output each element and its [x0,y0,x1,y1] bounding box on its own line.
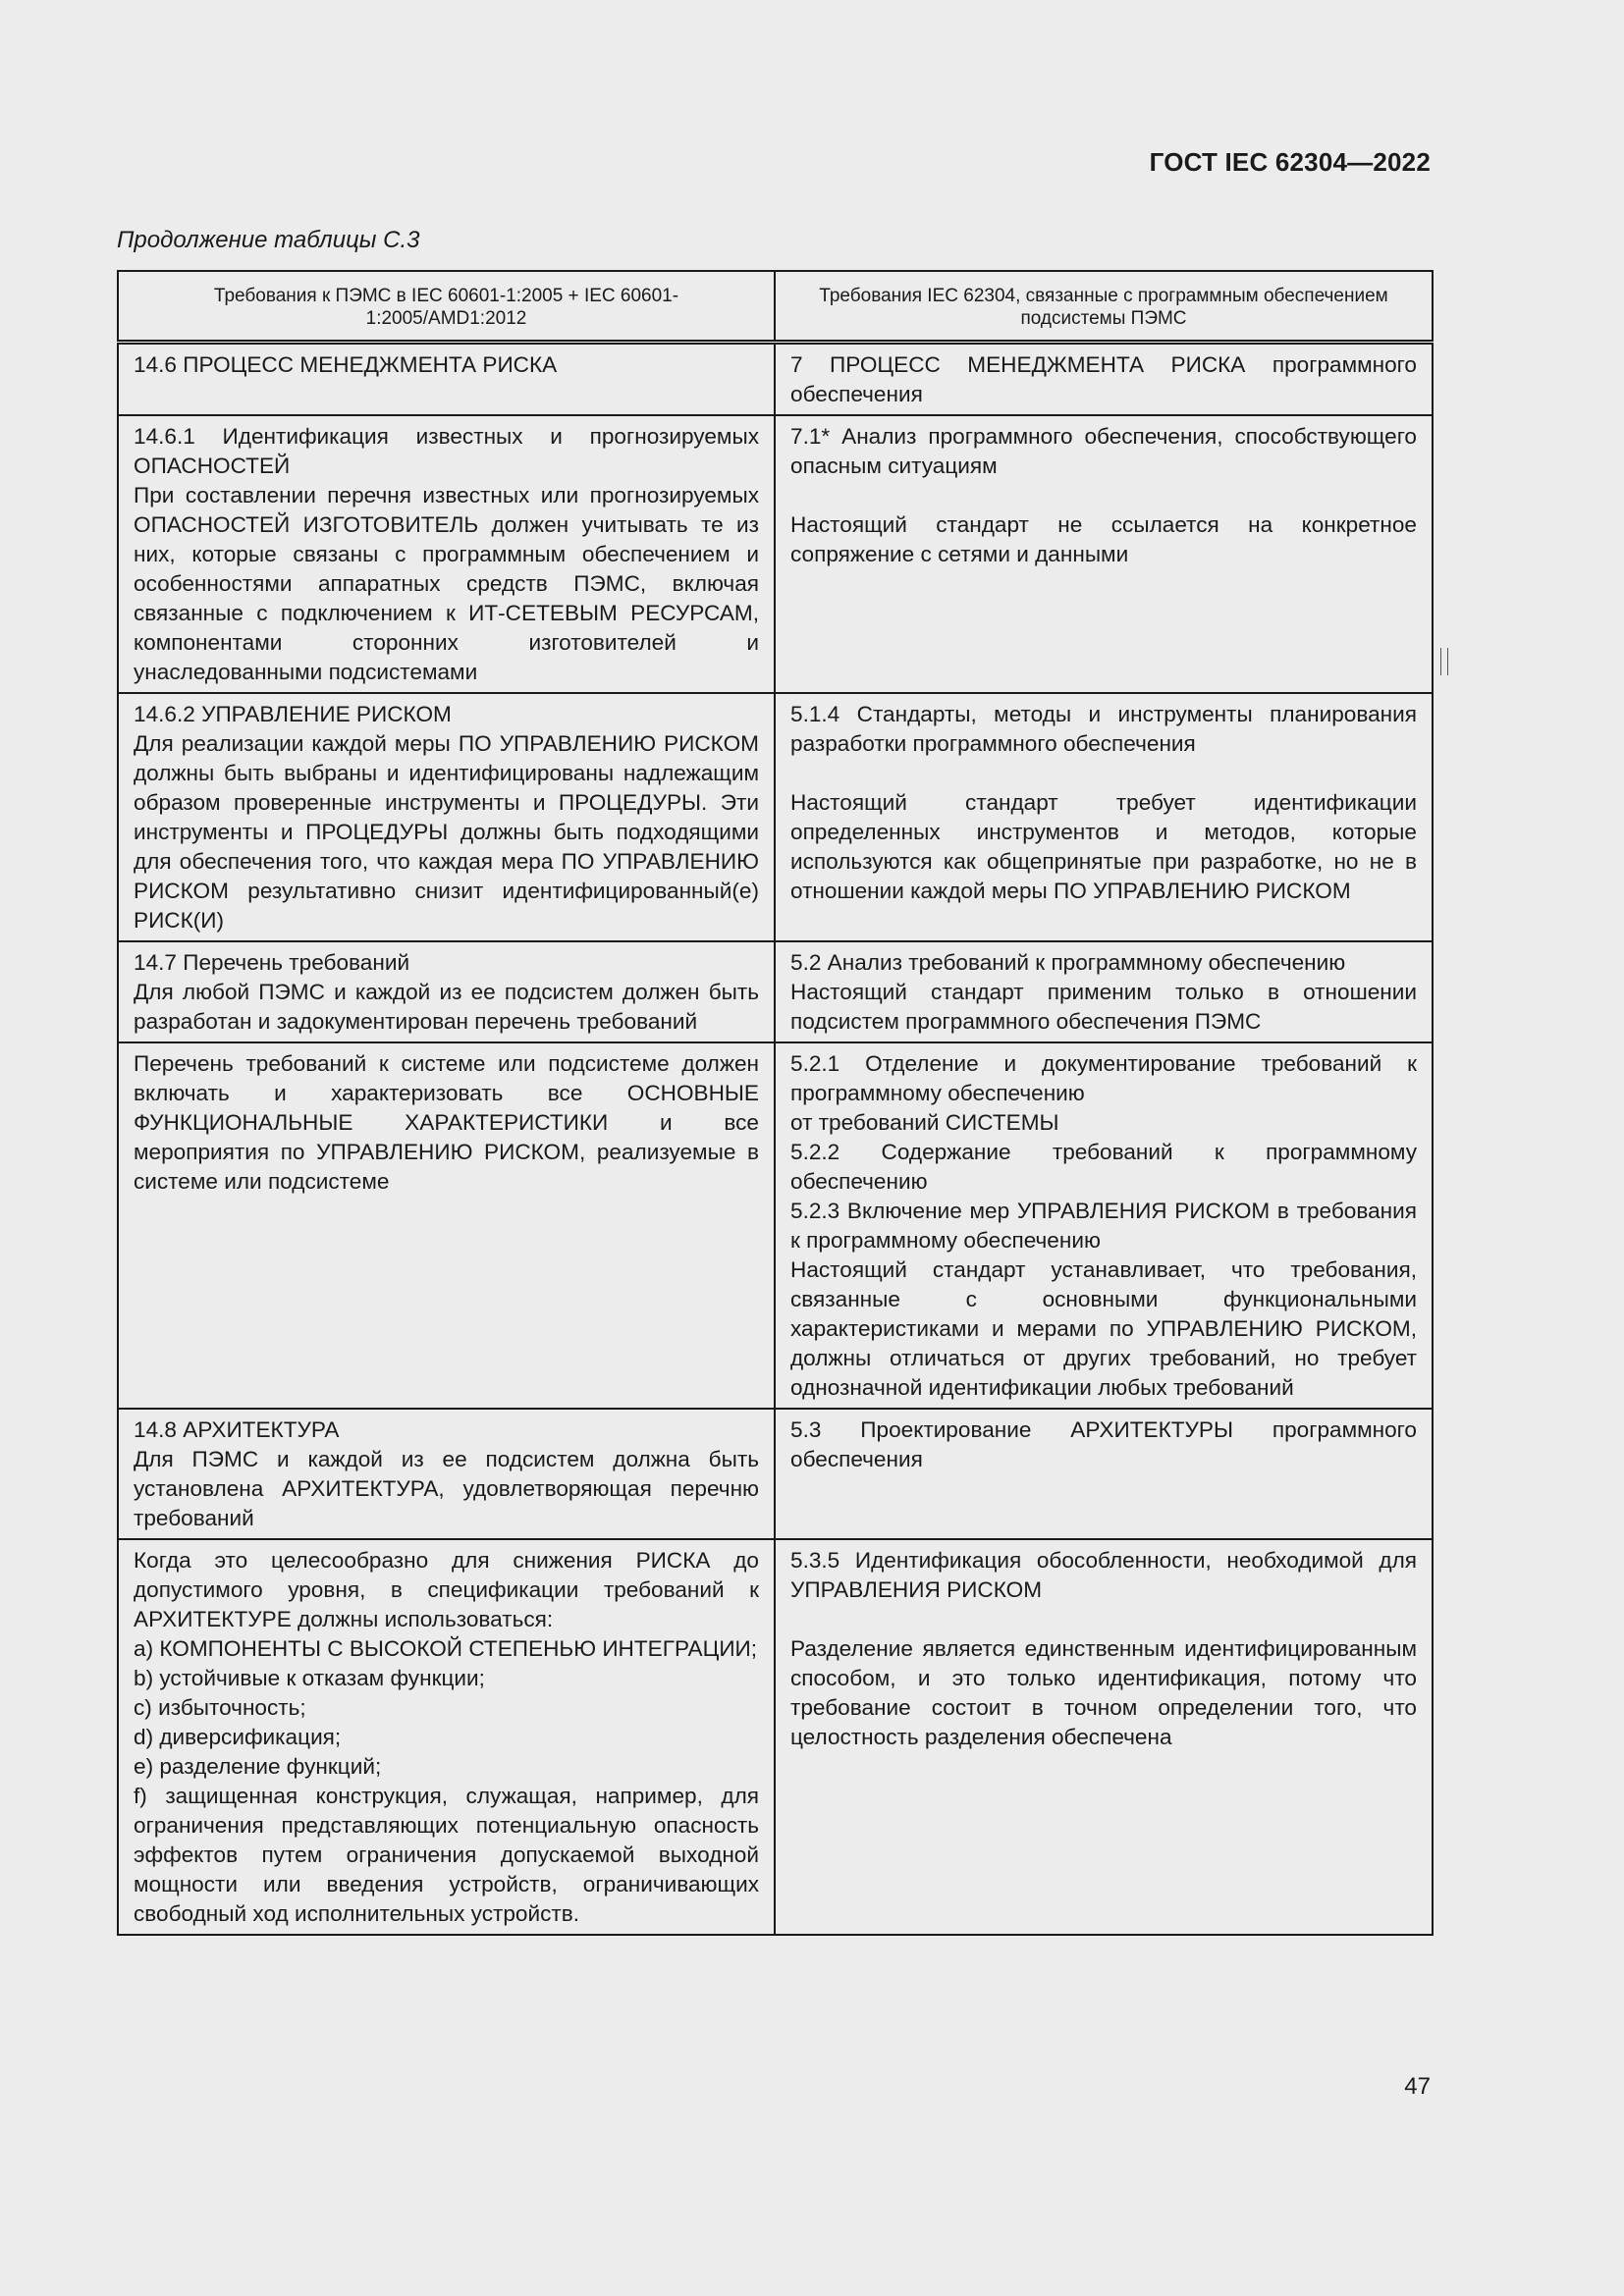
cell-iec60601-requirement [118,941,775,1042]
cell-iec62304-requirement [775,1042,1433,1409]
cell-paragraph: Настоящий стандарт применим только в отношении подсистем программного обеспечения ПЭМС [790,980,1417,1034]
cell-paragraph: d) диверсификация; [134,1725,342,1749]
cell-paragraph: 14.7 Перечень требований [134,950,410,975]
cell-iec60601-requirement [118,1409,775,1539]
page-number: 47 [1404,2073,1431,2100]
cell-paragraph: 5.3 Проектирование АРХИТЕКТУРЫ программного обеспечения [790,1417,1417,1471]
table-caption: Продолжение таблицы С.3 [117,227,420,253]
cell-paragraph: 5.2.1 Отделение и документирование требований к программному обеспечению [790,1051,1417,1105]
column-header-line: IEC 60601-1:2005/AMD1:2012 [365,286,679,329]
cell-paragraph: Настоящий стандарт требует идентификации определенных инструментов и методов, которые используются как общепринятые при разработке, но не в отношении каждой меры ПО УПРАВЛЕНИЮ РИСКОМ [790,790,1417,903]
table-row [118,693,1433,941]
cell-iec60601-requirement [118,1539,775,1935]
column-header-iec60601 [118,271,775,343]
table-body [118,343,1433,1936]
cell-paragraph: 7 ПРОЦЕСС МЕНЕДЖМЕНТА РИСКА программного обеспечения [790,352,1417,406]
column-header-line: Требования IEC 62304, связанные с программным [819,286,1259,306]
cell-paragraph: 5.2 Анализ требований к программному обеспечению [790,950,1346,975]
cell-paragraph: 14.6.2 УПРАВЛЕНИЕ РИСКОМ [134,702,452,726]
paragraph-gap [790,759,1417,788]
cell-paragraph: 14.6 ПРОЦЕСС МЕНЕДЖМЕНТА РИСКА [134,352,558,377]
cell-paragraph: a) КОМПОНЕНТЫ С ВЫСОКОЙ СТЕПЕНЬЮ ИНТЕГРАЦИИ; [134,1636,758,1661]
cell-paragraph: При составлении перечня известных или прогнозируемых ОПАСНОСТЕЙ ИЗГОТОВИТЕЛЬ должен учитывать те из них, которые связаны с программным обеспечением и особенностями аппаратных средств ПЭМС, включая связанные с подключением к ИТ-СЕТЕВЫМ РЕСУРСАМ, компонентами сторонних изготовителей и унаследованными подсистемами [134,483,759,684]
table-header-row [118,271,1433,343]
table-row [118,941,1433,1042]
cell-paragraph: Для любой ПЭМС и каждой из ее подсистем должен быть разработан и задокументирован перечень требований [134,980,759,1034]
cell-iec60601-requirement [118,1042,775,1409]
cell-paragraph: Перечень требований к системе или подсистеме должен включать и характеризовать все ОСНОВНЫЕ ФУНКЦИОНАЛЬНЫЕ ХАРАКТЕРИСТИКИ и все мероприятия по УПРАВЛЕНИЮ РИСКОМ, реализуемые в системе или подсистеме [134,1051,759,1194]
cell-paragraph: e) разделение функций; [134,1754,382,1779]
column-header-line: Требования к ПЭМС в IEC 60601-1:2005 + [213,286,579,306]
cell-paragraph: 5.3.5 Идентификация обособленности, необходимой для УПРАВЛЕНИЯ РИСКОМ [790,1548,1417,1602]
cell-paragraph: Когда это целесообразно для снижения РИСКА до допустимого уровня, в спецификации требований к АРХИТЕКТУРЕ должны использоваться: [134,1548,759,1631]
cell-iec62304-requirement [775,415,1433,693]
cell-paragraph: c) избыточность; [134,1695,306,1720]
cell-iec62304-requirement [775,693,1433,941]
cell-paragraph: 14.8 АРХИТЕКТУРА [134,1417,340,1442]
table-row [118,415,1433,693]
cell-paragraph: 7.1* Анализ программного обеспечения, способствующего опасным ситуациям [790,424,1417,478]
cell-iec62304-requirement [775,1409,1433,1539]
cell-paragraph: f) защищенная конструкция, служащая, например, для ограничения представляющих потенциальную опасность эффектов путем ограничения допускаемой выходной мощности или введения устройств, ограничивающих свободный ход исполнительных устройств. [134,1784,759,1926]
cell-paragraph: Настоящий стандарт не ссылается на конкретное сопряжение с сетями и данными [790,512,1417,566]
revision-margin-mark [1440,648,1448,675]
document-id-header: ГОСТ IEC 62304—2022 [1149,147,1431,177]
cell-paragraph: Для ПЭМС и каждой из ее подсистем должна быть установлена АРХИТЕКТУРА, удовлетворяющая перечню требований [134,1447,759,1530]
cell-iec62304-requirement [775,1539,1433,1935]
cell-paragraph: 5.2.3 Включение мер УПРАВЛЕНИЯ РИСКОМ в требования к программному обеспечению [790,1199,1417,1253]
requirements-table [117,270,1432,1936]
paragraph-gap [790,1605,1417,1634]
paragraph-gap [790,481,1417,510]
cell-paragraph: b) устойчивые к отказам функции; [134,1666,485,1690]
cell-paragraph: 14.6.1 Идентификация известных и прогнозируемых ОПАСНОСТЕЙ [134,424,759,478]
column-header-iec62304 [775,271,1433,343]
cell-paragraph: Разделение является единственным идентифицированным способом, и это только идентификация, потому что требование состоит в точном определении того, что целостность разделения обеспечена [790,1636,1417,1749]
cell-iec60601-requirement [118,693,775,941]
cell-paragraph: Для реализации каждой меры ПО УПРАВЛЕНИЮ РИСКОМ должны быть выбраны и идентифицированы надлежащим образом проверенные инструменты и ПРОЦЕДУРЫ. Эти инструменты и ПРОЦЕДУРЫ должны быть подходящими для обеспечения того, что каждая мера ПО УПРАВЛЕНИЮ РИСКОМ результативно снизит идентифицированный(е) РИСК(И) [134,731,759,933]
cell-paragraph: 5.1.4 Стандарты, методы и инструменты планирования разработки программного обеспечения [790,702,1417,756]
table-row [118,1409,1433,1539]
cell-paragraph: от требований СИСТЕМЫ [790,1110,1059,1135]
cell-iec62304-requirement [775,343,1433,416]
cell-iec60601-requirement [118,415,775,693]
table-row [118,1539,1433,1935]
column-header-line: обеспечением подсистемы ПЭМС [1020,286,1388,329]
cell-iec60601-requirement [118,343,775,416]
cell-iec62304-requirement [775,941,1433,1042]
cell-paragraph: 5.2.2 Содержание требований к программному обеспечению [790,1140,1417,1194]
cell-paragraph: Настоящий стандарт устанавливает, что требования, связанные с основными функциональными характеристиками и мерами по УПРАВЛЕНИЮ РИСКОМ, должны отличаться от других требований, но требует однозначной идентификации любых требований [790,1257,1417,1400]
table-row [118,1042,1433,1409]
table-row [118,343,1433,416]
